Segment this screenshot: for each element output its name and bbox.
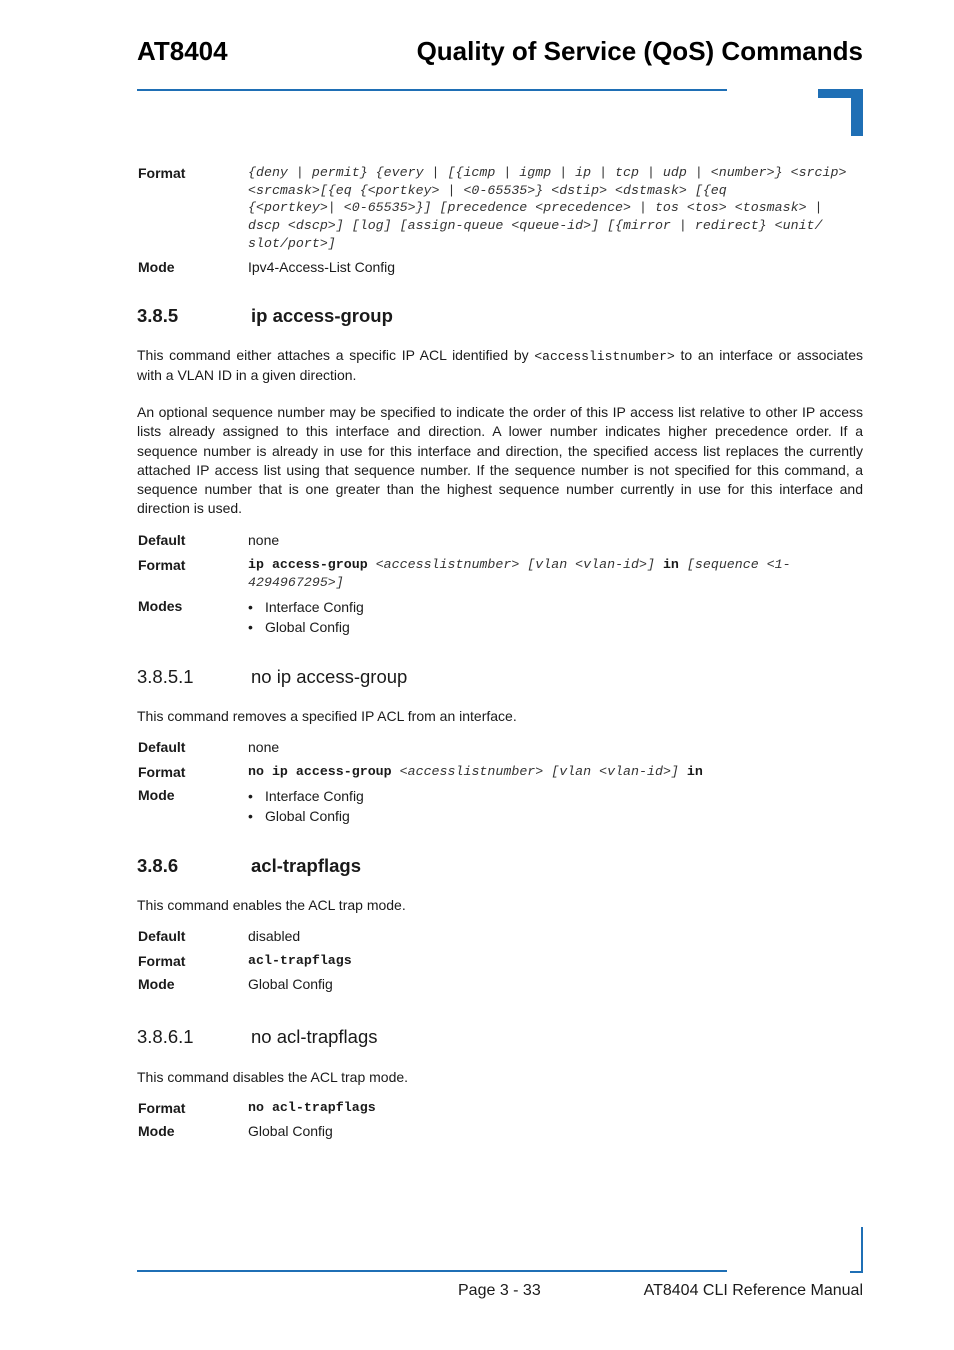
paragraph-386: This command enables the ACL trap mode. [137,897,406,913]
mode-label: Mode [138,976,175,992]
list-item: • Interface Config [248,597,863,617]
default-label: Default [138,928,186,944]
format-line: {deny | permit} {every | [{icmp | igmp | ip | tcp | udp | <number>} <srcip> [248,165,847,180]
command-keyword-in: in [686,764,703,779]
mode-value: Global Config [248,976,333,992]
text-run: to an interface or associates with a VLAN ID in a given direction. [137,347,863,384]
list-item: • Interface Config [248,786,863,806]
modes-label: Modes [138,598,183,614]
format-line [248,574,863,592]
mode-label: Mode [138,259,175,275]
footer-page-number: Page 3 - 33 [458,1282,541,1299]
format-syntax [248,1099,863,1117]
mode-value: Global Config [248,1123,333,1139]
command-args: 4294967295>] [248,574,344,590]
format-syntax [248,556,863,591]
section-title: acl-trapflags [251,855,362,876]
command-keyword: no ip access-group [248,764,392,779]
default-value: disabled [248,928,301,944]
command-args: <accesslistnumber> [vlan <vlan-id>] [399,764,679,779]
format-syntax [248,164,863,253]
command-keyword: no acl-trapflags [248,1100,376,1115]
section-number: 3.8.6 [137,855,179,876]
section-number: 3.8.5.1 [137,666,194,687]
command-keyword: acl-trapflags [248,953,352,968]
command-args: [sequence <1- [686,557,791,572]
footer-manual-title: AT8404 CLI Reference Manual [643,1282,863,1299]
section-title: no acl-trapflags [251,1026,378,1047]
format-line: <srcmask>[{eq {<portkey> | <0-65535>} <dstip> <dstmask> [{eq [248,182,727,198]
paragraph-3851: This command removes a specified IP ACL from an interface. [137,708,517,724]
paragraph-385-intro [137,346,863,386]
format-label: Format [138,1100,186,1116]
format-line [248,556,863,574]
default-value: none [248,739,280,755]
modes-list [248,786,863,826]
paragraph-385-sequence: An optional sequence number may be specified to indicate the order of this IP access list relative to other IP access lists already assigned to this interface and direction. A lower number indicates higher precedence order. If a sequence number is already in use for this interface and direction, the specified access list replaces the currently attached IP access list using that sequence number. If the sequence number is not specified for this command, a sequence number that is one greater than the highest sequence number currently in use for this interface and direction is used. [137,404,863,517]
format-label: Format [138,764,186,780]
format-label: Format [138,557,186,573]
command-keyword-in: in [662,557,679,572]
format-line: {<portkey>| <0-65535>}] [precedence <precedence> | tos <tos> <tosmask> | [248,200,823,216]
format-label: Format [138,165,186,181]
command-args: <accesslistnumber> [vlan <vlan-id>] [375,557,655,572]
list-item: • Global Config [248,806,863,826]
format-label: Format [138,953,186,969]
footer-corner-mark [850,1227,863,1273]
format-syntax [248,952,863,970]
modes-list [248,597,863,637]
mode-label: Mode [138,1123,175,1139]
format-line: dscp <dscp>] [log] [assign-queue <queue-id>] [{mirror | redirect} <unit/ [248,218,823,234]
command-keyword: ip access-group [248,557,368,572]
section-title: no ip access-group [251,666,408,687]
inline-code: <accesslistnumber> [534,349,675,364]
section-title: ip access-group [251,305,393,326]
header-rule [137,89,727,91]
default-label: Default [138,739,186,755]
section-number: 3.8.5 [137,305,179,326]
footer-rule [137,1270,727,1272]
header-product-title: AT8404 [137,36,228,66]
header-chapter-title: Quality of Service (QoS) Commands [416,36,863,66]
mode-value: Ipv4-Access-List Config [248,259,396,275]
section-number: 3.8.6.1 [137,1026,194,1047]
header-corner-mark [818,89,863,136]
list-item: • Global Config [248,617,863,637]
mode-label: Mode [138,787,175,803]
format-syntax [248,763,863,781]
text-run: This command either attaches a specific IP ACL identified by [137,347,535,363]
paragraph-3861: This command disables the ACL trap mode. [137,1069,409,1085]
default-value: none [248,532,280,548]
default-label: Default [138,532,186,548]
format-line: slot/port>] [248,235,336,251]
